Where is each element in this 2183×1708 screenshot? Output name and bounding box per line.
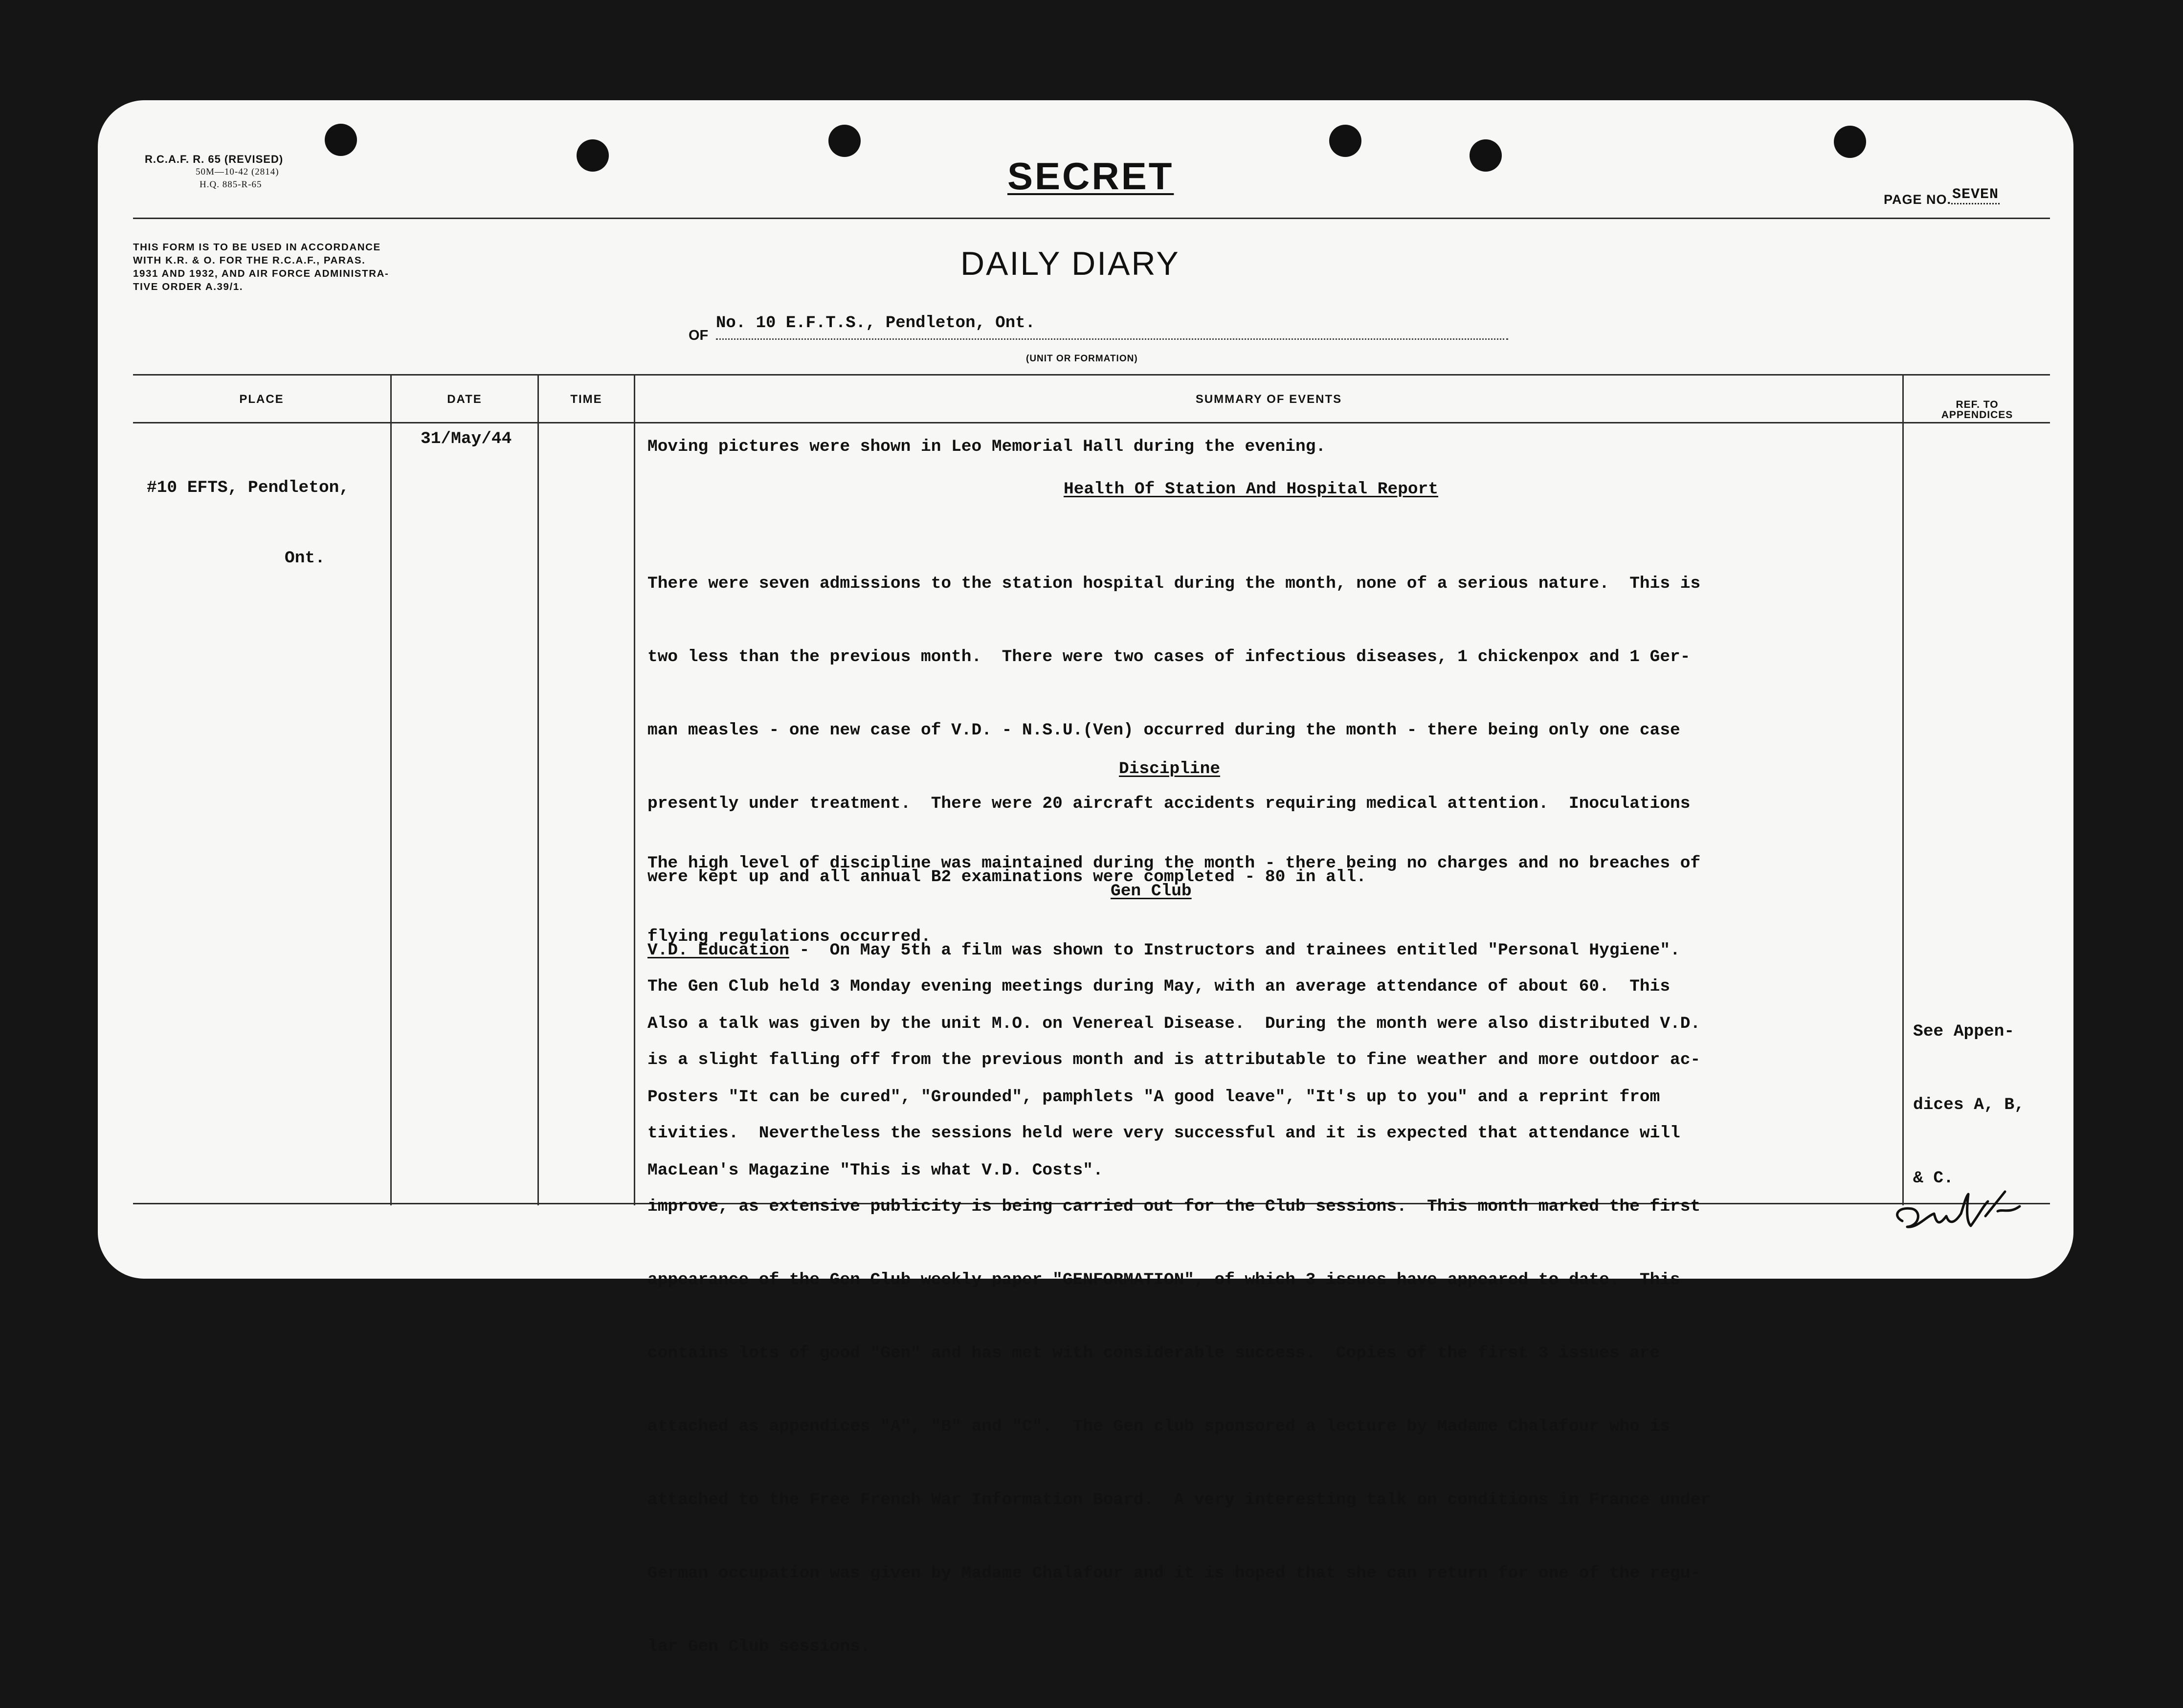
paragraph-line: Posters "It can be cured", "Grounded", pamphlets "A good leave", "It's up to you" and a reprint from: [647, 1087, 1660, 1107]
paragraph-line: attached as appendices "A", "B" and "C". The Gen club sponsored a lecture by Madame Chalafour who is: [647, 1417, 1671, 1436]
form-usage-note-line: 1931 AND 1932, AND AIR FORCE ADMINISTRA-: [133, 268, 389, 279]
column-header-time: TIME: [570, 393, 602, 406]
section-heading-health: Health Of Station And Hospital Report: [1064, 480, 1439, 499]
paragraph-line: MacLean's Magazine "This is what V.D. Costs".: [647, 1161, 1103, 1180]
form-usage-note: [133, 241, 514, 293]
entry-date: 31/May/44: [421, 429, 512, 448]
punch-hole: [1834, 126, 1866, 158]
form-print-run: 50M—10-42 (2814): [196, 167, 279, 177]
column-header-summary: SUMMARY OF EVENTS: [1195, 393, 1342, 406]
paragraph-line: lar Gen Club sessions.: [647, 1637, 870, 1656]
column-header-appendices: [1904, 399, 2050, 420]
security-classification: SECRET: [1007, 155, 1174, 198]
form-usage-note-line: THIS FORM IS TO BE USED IN ACCORDANCE: [133, 242, 381, 253]
column-divider: [1902, 374, 1904, 1205]
appendices-header-line: APPENDICES: [1941, 409, 2013, 421]
paragraph-line: flying regulations occurred.: [647, 927, 931, 946]
paragraph-line: man measles - one new case of V.D. - N.S.U.(Ven) occurred during the month - there being only one case: [647, 721, 1680, 740]
table-header-rule: [133, 422, 2050, 423]
paragraph-line: contains lots of good "Gen" and has met with considerable success. Copies of the first 3 issues are: [647, 1344, 1660, 1363]
column-divider: [634, 374, 635, 1205]
paragraph-line: The high level of discipline was maintained during the month - there being no charges and no breaches of: [647, 854, 1701, 873]
diary-sheet: [98, 100, 2073, 1656]
unit-caption: (UNIT OR FORMATION): [1026, 354, 1138, 364]
form-title: DAILY DIARY: [960, 245, 1180, 282]
header-rule: [133, 218, 2050, 219]
column-header-place: PLACE: [239, 393, 284, 406]
form-usage-note-line: TIVE ORDER A.39/1.: [133, 281, 244, 292]
form-number: R.C.A.F. R. 65 (REVISED): [145, 153, 284, 165]
column-header-date: DATE: [447, 393, 482, 406]
paragraph-line: Also a talk was given by the unit M.O. on Venereal Disease. During the month were also distributed V.D.: [647, 1014, 1701, 1033]
punch-hole: [828, 125, 861, 157]
vd-education-label: V.D. Education: [647, 941, 789, 960]
unit-underline: [716, 338, 1508, 340]
page-number-label: PAGE NO.: [1884, 192, 1952, 207]
appendix-reference-line: dices A, B,: [1913, 1095, 2025, 1114]
column-divider: [390, 374, 392, 1205]
entry-place: [147, 427, 349, 620]
paragraph-line: attached to the Free French War Information Board. A very interesting talk on conditions in France under: [647, 1490, 1711, 1509]
form-hq-ref: H.Q. 885-R-65: [200, 179, 262, 190]
page-number: [1884, 186, 2000, 210]
section-heading-gen-club: Gen Club: [1111, 882, 1192, 901]
entry-place-line: #10 EFTS, Pendleton,: [147, 478, 350, 497]
appendix-reference-line: & C.: [1913, 1169, 1954, 1188]
entry-opening: Moving pictures were shown in Leo Memorial Hall during the evening.: [647, 437, 1326, 456]
punch-hole: [1470, 139, 1502, 172]
paragraph-gen-club: [647, 926, 1711, 1708]
punch-hole: [325, 124, 357, 156]
vd-education-text: - On May 5th a film was shown to Instructors and trainees entitled "Personal Hygiene".: [789, 941, 1680, 960]
paragraph-line: is a slight falling off from the previous month and is attributable to fine weather and more outdoor ac-: [647, 1050, 1701, 1069]
unit-name: No. 10 E.F.T.S., Pendleton, Ont.: [716, 314, 1035, 333]
paragraph-line: appearance of the Gen Club weekly paper "GENFORMATION", of which 3 issues have appeared to date. This: [647, 1270, 1680, 1289]
paragraph-line: German occupation was given by Madame Chalafour and it is hoped that she can return for one of the regu-: [647, 1564, 1701, 1583]
section-heading-discipline: Discipline: [1119, 759, 1221, 778]
paragraph-line: improve, as extensive publicity is being carried out for the Club sessions. This month marked the first: [647, 1197, 1701, 1216]
handwritten-initials: [1893, 1187, 2039, 1241]
paragraph-line: presently under treatment. There were 20 aircraft accidents requiring medical attention. Inoculations: [647, 794, 1691, 813]
form-usage-note-line: WITH K.R. & O. FOR THE R.C.A.F., PARAS.: [133, 255, 366, 266]
entry-place-line: Ont.: [285, 549, 325, 568]
page-number-value: SEVEN: [1951, 186, 2000, 204]
paragraph-line: The Gen Club held 3 Monday evening meetings during May, with an average attendance of about 60. This: [647, 977, 1671, 996]
form-reference: [145, 153, 283, 191]
appendix-reference-line: See Appen-: [1913, 1022, 2015, 1041]
appendices-header-line: REF. TO: [1956, 399, 1999, 410]
paragraph-line: tivities. Nevertheless the sessions held were very successful and it is expected that attendance will: [647, 1124, 1680, 1143]
paragraph-line: There were seven admissions to the station hospital during the month, none of a serious nature. This is: [647, 574, 1701, 593]
paragraph-line: were kept up and all annual B2 examinations were completed - 80 in all.: [647, 867, 1366, 887]
punch-hole: [577, 139, 609, 172]
table-top-rule: [133, 374, 2050, 376]
paragraph-line: two less than the previous month. There were two cases of infectious diseases, 1 chickenpox and 1 Ger-: [647, 647, 1691, 666]
of-label: OF: [689, 328, 709, 343]
punch-hole: [1329, 125, 1361, 157]
column-divider: [537, 374, 539, 1205]
